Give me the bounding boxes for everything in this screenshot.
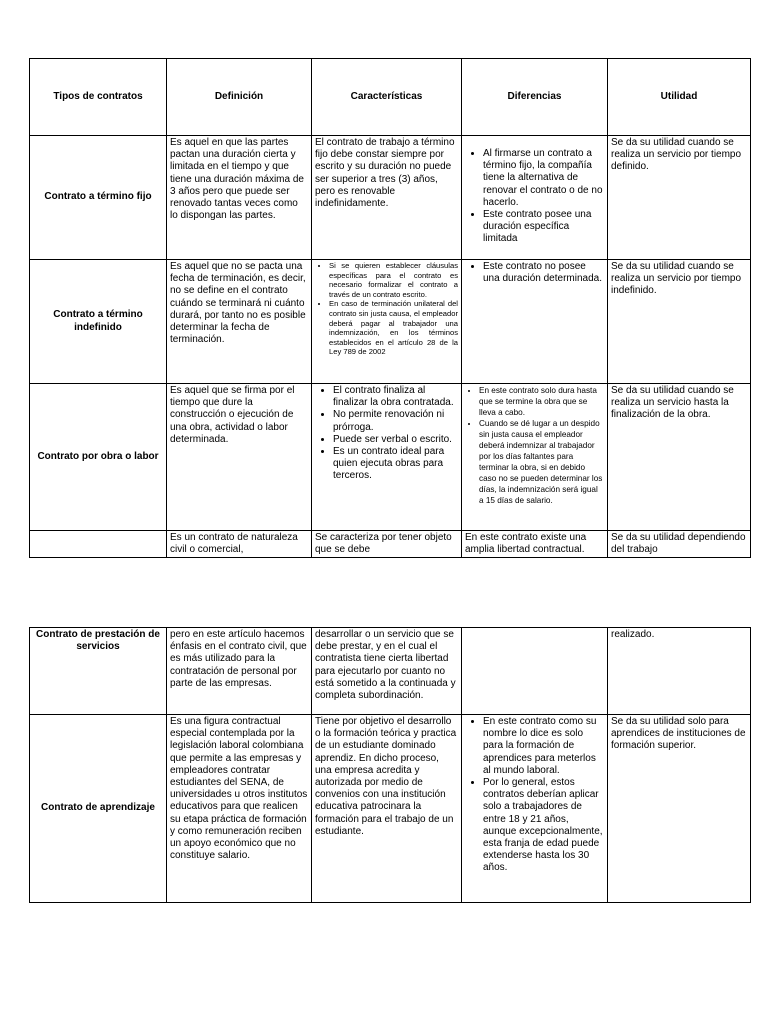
characteristics-cell [312, 260, 462, 384]
list-item: • Este contrato posee una duración específica limitada [483, 209, 604, 246]
definition-cell: Es una figura contractual especial contemplada por la legislación laboral colombiana que permite a las empresas y empleadores contratar estudiantes del SENA, de universidades u otros institutos educativos para que realicen su etapa práctica de formación y como remuneración reciben un apoyo económico que no constituye salario. [167, 715, 312, 903]
definition-cell: Es aquel que no se pacta una fecha de terminación, es decir, no se define en el contrato cuándo se terminará ni cuánto durará, por tanto no es posible determinar la fecha de terminación. [167, 260, 312, 384]
list-item: • En caso de terminación unilateral del contrato sin justa causa, el empleador deberá pagar al trabajador una indemnización, en los términos establecidos en el artículo 28 de la Ley 789 de 2002 [329, 299, 458, 357]
contracts-table-part-2 [29, 627, 751, 903]
contract-type: Contrato de aprendizaje [30, 715, 167, 903]
contract-type: Contrato de prestación de servicios [30, 628, 167, 715]
characteristics-cell: Tiene por objetivo el desarrollo o la formación teórica y practica de un estudiante dominado aprendiz. En dicho proceso, una empresa acredita y autorizada por medio de convenios con una institución educativa patrocinara la formación para el trabajo de un estudiante. [312, 715, 462, 903]
table-row-prestacion-part-1 [30, 531, 751, 558]
utility-cell: realizado. [608, 628, 751, 715]
utility-cell: Se da su utilidad dependiendo del trabajo [608, 531, 751, 558]
header-definicion: Definición [167, 59, 312, 136]
contract-type: Contrato a término indefinido [30, 260, 167, 384]
table-row-prestacion-part-2 [30, 628, 751, 715]
list-item: • En este contrato solo dura hasta que se termine la obra que se lleva a cabo. [479, 385, 604, 418]
contracts-table-part-1 [29, 58, 751, 558]
table-row-termino-fijo [30, 136, 751, 260]
table-row-aprendizaje [30, 715, 751, 903]
differences-cell: En este contrato existe una amplia libertad contractual. [462, 531, 608, 558]
list-item: • Cuando se dé lugar a un despido sin justa causa el empleador deberá indemnizar al trabajador por los días faltantes para terminar la obra, si en debido caso no se pueden determinar los días, la indemnización será igual a 15 días de salario. [479, 418, 604, 506]
differences-cell [462, 384, 608, 531]
differences-cell [462, 260, 608, 384]
table-row-termino-indefinido [30, 260, 751, 384]
contract-type: Contrato a término fijo [30, 136, 167, 260]
definition-cell: Es aquel que se firma por el tiempo que dure la construcción o ejecución de una obra, actividad o labor determinada. [167, 384, 312, 531]
characteristics-cell [312, 384, 462, 531]
differences-cell [462, 715, 608, 903]
header-tipos: Tipos de contratos [30, 59, 167, 136]
list-item: • El contrato finaliza al finalizar la obra contratada. [333, 385, 458, 409]
list-item: • En este contrato como su nombre lo dice es solo para la formación de aprendices para meterlos al mundo laboral. [483, 716, 604, 777]
table-row-obra-labor [30, 384, 751, 531]
header-diferencias: Diferencias [462, 59, 608, 136]
table-header-row [30, 59, 751, 136]
contract-type: Contrato por obra o labor [30, 384, 167, 531]
differences-cell [462, 136, 608, 260]
definition-cell: Es un contrato de naturaleza civil o comercial, [167, 531, 312, 558]
characteristics-cell: Se caracteriza por tener objeto que se debe [312, 531, 462, 558]
utility-cell: Se da su utilidad cuando se realiza un servicio por tiempo indefinido. [608, 260, 751, 384]
header-caracteristicas: Características [312, 59, 462, 136]
contract-type [30, 531, 167, 558]
list-item: • Si se quieren establecer cláusulas específicas para el contrato es necesario formalizar el contrato a través de un contrato escrito. [329, 261, 458, 299]
header-utilidad: Utilidad [608, 59, 751, 136]
utility-cell: Se da su utilidad cuando se realiza un servicio hasta la finalización de la obra. [608, 384, 751, 531]
list-item: • No permite renovación ni prórroga. [333, 409, 458, 433]
definition-cell: Es aquel en que las partes pactan una duración cierta y limitada en el tiempo y que tiene una duración máxima de 3 años pero que puede ser renovado tantas veces como lo dispongan las partes. [167, 136, 312, 260]
list-item: • Este contrato no posee una duración determinada. [483, 261, 604, 285]
utility-cell: Se da su utilidad cuando se realiza un servicio por tiempo definido. [608, 136, 751, 260]
list-item: • Por lo general, estos contratos deberían aplicar solo a trabajadores de entre 18 y 21 años, aunque excepcionalmente, esta franja de edad puede extenderse hasta los 30 años. [483, 777, 604, 875]
list-item: • Puede ser verbal o escrito. [333, 434, 458, 446]
differences-cell [462, 628, 608, 715]
list-item: • Es un contrato ideal para quien ejecuta obras para terceros. [333, 446, 458, 483]
characteristics-cell: desarrollar o un servicio que se debe prestar, y en el cual el contratista tiene cierta libertad para ejecutarlo por cuanto no está sometido a la continuada y completa subordinación. [312, 628, 462, 715]
list-item: • Al firmarse un contrato a término fijo, la compañía tiene la alternativa de renovar el contrato o de no hacerlo. [483, 148, 604, 209]
definition-cell: pero en este artículo hacemos énfasis en el contrato civil, que es más utilizado para la contratación de personal por parte de las empresas. [167, 628, 312, 715]
characteristics-cell: El contrato de trabajo a término fijo debe constar siempre por escrito y su duración no puede ser superior a tres (3) años, pero es renovable indefinidamente. [312, 136, 462, 260]
utility-cell: Se da su utilidad solo para aprendices de instituciones de formación superior. [608, 715, 751, 903]
